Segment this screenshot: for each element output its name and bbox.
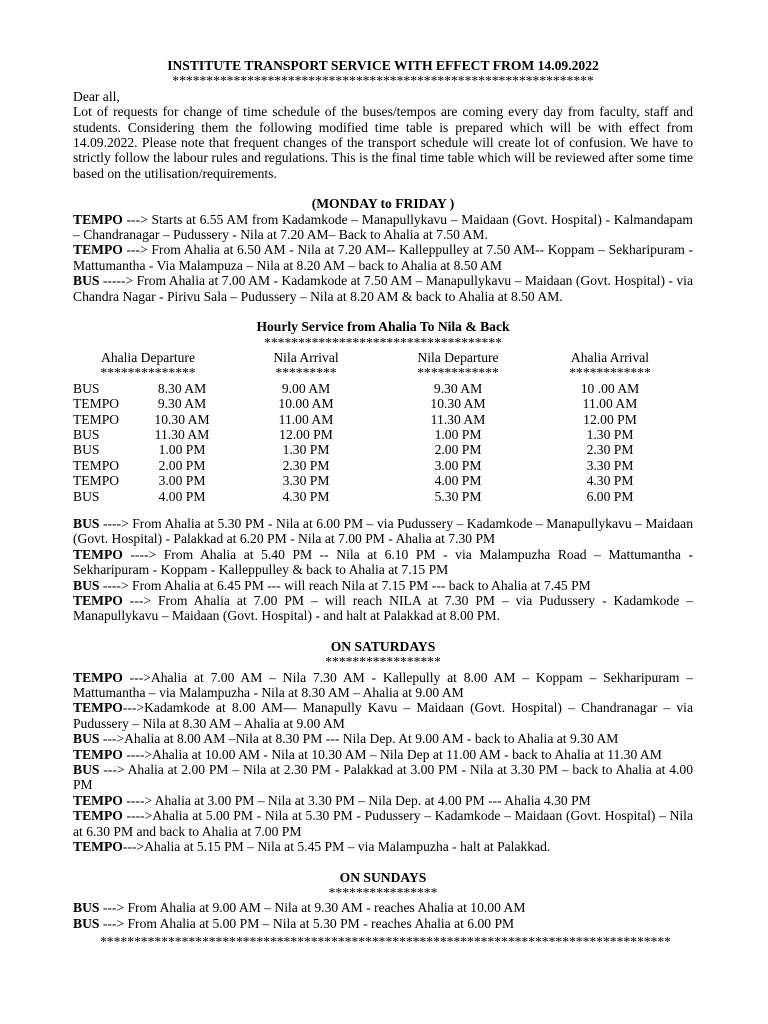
vehicle-cell: TEMPO [73,396,120,412]
title-divider: ************************************************************** [172,73,594,89]
vehicle-label: BUS [73,762,100,778]
col-header-nila-departure: Nila Departure [417,349,499,365]
ahalia-departure-cell: 8.30 AM [157,380,207,396]
vehicle-label: TEMPO [73,546,123,562]
schedule-entry [73,516,693,547]
vehicle-label: TEMPO [73,669,123,685]
route-text: ---> From Ahalia at 7.00 PM – will reach NILA at 7.30 PM – via Pudussery - Kadamkode – Manapullykavu – Maidaan (Govt. Hospital) - and halt at Palakkad at 8.00 PM. [73,593,693,624]
ahalia-arrival-cell: 1.30 PM [586,426,634,442]
schedule-entry [73,593,693,624]
table-row [73,442,693,457]
schedule-entry [73,242,693,273]
nila-departure-cell: 11.30 AM [430,411,486,427]
col-divider: ************ [417,365,499,381]
route-text: ---->Ahalia at 10.00 AM - Nila at 10.30 AM – Nila Dep at 11.00 AM - back to Ahalia at 11.30 AM [122,746,662,762]
nila-departure-cell: 10.30 AM [430,396,486,412]
ahalia-departure-cell: 11.30 AM [154,426,210,442]
schedule-entry [73,916,693,931]
table-row [73,473,693,488]
table-row [73,381,693,396]
ahalia-arrival-cell: 3.30 PM [586,457,634,473]
schedule-entry [73,700,693,731]
vehicle-label: TEMPO [73,700,123,716]
nila-arrival-cell: 2.30 PM [282,457,330,473]
nila-arrival-cell: 1.30 PM [282,442,330,458]
ahalia-departure-cell: 10.30 AM [154,411,210,427]
route-text: ---->Ahalia at 5.00 PM - Nila at 5.30 PM - Pudussery – Kadamkode – Maidaan (Govt. Hospital) – Nila at 6.30 PM and back to Ahalia at 7.00 PM [73,808,693,839]
nila-arrival-cell: 10.00 AM [278,396,334,412]
table-header-row [73,350,693,365]
nila-departure-cell: 2.00 PM [434,442,482,458]
ahalia-arrival-cell: 4.30 PM [586,473,634,489]
vehicle-cell: TEMPO [73,473,120,489]
vehicle-label: BUS [73,273,100,289]
ahalia-arrival-cell: 12.00 PM [583,411,637,427]
route-text: ---> From Ahalia at 5.00 PM – Nila at 5.30 PM - reaches Ahalia at 6.00 PM [99,915,515,931]
vehicle-label: BUS [73,900,100,916]
vehicle-label: TEMPO [73,746,123,762]
route-text: ----> From Ahalia at 6.45 PM --- will reach Nila at 7.15 PM --- back to Ahalia at 7.45 PM [99,577,591,593]
nila-departure-cell: 1.00 PM [434,426,482,442]
nila-arrival-cell: 4.30 PM [282,488,330,504]
route-text: ----> Ahalia at 3.00 PM – Nila at 3.30 PM – Nila Dep. at 4.00 PM --- Ahalia 4.30 PM [122,792,591,808]
vehicle-label: BUS [73,577,100,593]
vehicle-label: TEMPO [73,242,123,258]
table-header-divider-row [73,365,693,380]
weekday-schedule [73,212,693,304]
table-row [73,427,693,442]
nila-arrival-cell: 12.00 PM [279,426,333,442]
vehicle-cell: BUS [73,442,100,458]
schedule-entry [73,547,693,578]
route-text: ----> From Ahalia at 5.40 PM -- Nila at 6.10 PM - via Malampuzha Road – Mattumantha - Sekharipuram - Koppam - Kalleppulley & back to Ahalia at 7.15 PM [73,546,693,578]
col-header-ahalia-departure: Ahalia Departure [101,349,195,365]
schedule-entry [73,793,693,808]
evening-schedule [73,516,693,624]
ahalia-arrival-cell: 2.30 PM [586,442,634,458]
col-divider: ********* [275,365,337,381]
hourly-divider: *********************************** [264,334,502,350]
schedule-entry [73,670,693,701]
vehicle-label: TEMPO [73,839,123,855]
nila-departure-cell: 5.30 PM [434,488,482,504]
nila-departure-cell: 9.30 AM [433,380,483,396]
vehicle-label: TEMPO [73,792,123,808]
hourly-schedule-table [73,350,693,504]
nila-arrival-cell: 9.00 AM [281,380,331,396]
schedule-entry [73,731,693,746]
document-page [73,58,693,931]
vehicle-cell: TEMPO [73,457,120,473]
schedule-entry [73,212,693,243]
schedule-entry [73,762,693,793]
ahalia-departure-cell: 4.00 PM [158,488,206,504]
schedule-entry [73,747,693,762]
schedule-entry [73,578,693,593]
vehicle-label: BUS [73,515,100,531]
ahalia-departure-cell: 1.00 PM [158,442,206,458]
route-text: --->Ahalia at 7.00 AM – Nila 7.30 AM - Kallepully at 8.00 AM – Koppam – Sekharipuram – Mattumantha – via Malampuzha - Nila at 8.30 AM – Ahalia at 9.00 AM [73,669,693,701]
vehicle-label: TEMPO [73,808,123,824]
ahalia-departure-cell: 3.00 PM [158,473,206,489]
vehicle-label: TEMPO [73,211,123,227]
ahalia-arrival-cell: 10 .00 AM [580,380,640,396]
route-text: --->Kadamkode at 8.00 AM— Manapully Kavu – Maidaan (Govt. Hospital) – Chandranagar – via Pudussery – Nila at 8.30 AM – Ahalia at 9.00 AM [73,700,693,731]
table-row [73,412,693,427]
ahalia-arrival-cell: 6.00 PM [586,488,634,504]
vehicle-label: BUS [73,915,100,931]
end-divider: ************************************************************************************ [100,934,671,949]
document-title: INSTITUTE TRANSPORT SERVICE WITH EFFECT FROM 14.09.2022 [167,58,599,73]
hourly-rows [73,381,693,504]
route-text: --->Ahalia at 8.00 AM –Nila at 8.30 PM --- Nila Dep. At 9.00 AM - back to Ahalia at 9.30 AM [99,731,619,747]
saturday-divider: ***************** [325,654,441,670]
nila-arrival-cell: 11.00 AM [278,411,334,427]
col-header-nila-arrival: Nila Arrival [273,349,339,365]
ahalia-departure-cell: 9.30 AM [157,396,207,412]
ahalia-departure-cell: 2.00 PM [158,457,206,473]
intro-paragraph: Lot of requests for change of time schedule of the buses/tempos are coming every day from faculty, staff and students. Considering them the following modified time table is prepared which will be with effect from 14.09.2022. Please note that frequent changes of the transport schedule will create lot of confusion. We have to strictly follow the labour rules and regulations. This is the final time table which will be reviewed after some time based on the utilisation/requirements. [73,104,693,181]
nila-departure-cell: 4.00 PM [434,473,482,489]
greeting: Dear all, [73,88,120,104]
sunday-divider: **************** [328,884,438,900]
sunday-schedule [73,900,693,931]
schedule-entry [73,273,693,304]
table-row [73,489,693,504]
table-row [73,458,693,473]
schedule-entry [73,900,693,915]
route-text: -----> From Ahalia at 7.00 AM - Kadamkode at 7.50 AM – Manapullykavu – Maidaan (Govt. Hospital) - via Chandra Nagar - Pirivu Sala – Pudussery – Nila at 8.20 AM & back to Ahalia at 8.50 AM. [73,273,693,304]
vehicle-cell: BUS [73,380,100,396]
route-text: ---> From Ahalia at 9.00 AM – Nila at 9.30 AM - reaches Ahalia at 10.00 AM [99,900,526,916]
schedule-entry [73,808,693,839]
route-text: ---> Ahalia at 2.00 PM – Nila at 2.30 PM - Palakkad at 3.00 PM - Nila at 3.30 PM – back to Ahalia at 4.00 PM [73,762,693,793]
saturday-schedule [73,670,693,855]
nila-arrival-cell: 3.30 PM [282,473,330,489]
sunday-heading: ON SUNDAYS [339,869,427,885]
nila-departure-cell: 3.00 PM [434,457,482,473]
vehicle-cell: TEMPO [73,411,120,427]
route-text: --->Ahalia at 5.15 PM – Nila at 5.45 PM – via Malampuzha - halt at Palakkad. [122,839,551,855]
vehicle-label: BUS [73,731,100,747]
ahalia-arrival-cell: 11.00 AM [582,396,638,412]
schedule-entry [73,839,693,854]
weekday-heading: (MONDAY to FRIDAY ) [311,196,455,212]
hourly-heading: Hourly Service from Ahalia To Nila & Back [256,319,510,335]
route-text: ---> Starts at 6.55 AM from Kadamkode – Manapullykavu – Maidaan (Govt. Hospital) - Kalmandapam – Chandranagar – Pudussery - Nila at 7.20 AM– Back to Ahalia at 7.50 AM. [73,211,693,243]
col-divider: ************ [569,365,651,381]
col-header-ahalia-arrival: Ahalia Arrival [570,349,650,365]
saturday-heading: ON SATURDAYS [330,638,436,654]
vehicle-cell: BUS [73,488,100,504]
table-row [73,396,693,411]
vehicle-cell: BUS [73,426,100,442]
vehicle-label: TEMPO [73,593,123,608]
route-text: ----> From Ahalia at 5.30 PM - Nila at 6.00 PM – via Pudussery – Kadamkode – Manapullykavu – Maidaan (Govt. Hospital) - Palakkad at 6.20 PM - Nila at 7.00 PM - Ahalia at 7.30 PM [73,515,693,547]
route-text: ---> From Ahalia at 6.50 AM - Nila at 7.20 AM-- Kalleppulley at 7.50 AM-- Koppam – Sekharipuram - Mattumantha - Via Malampuza – Nila at 8.20 AM – back to Ahalia at 8.50 AM [73,242,693,273]
col-divider: ************** [100,365,196,381]
